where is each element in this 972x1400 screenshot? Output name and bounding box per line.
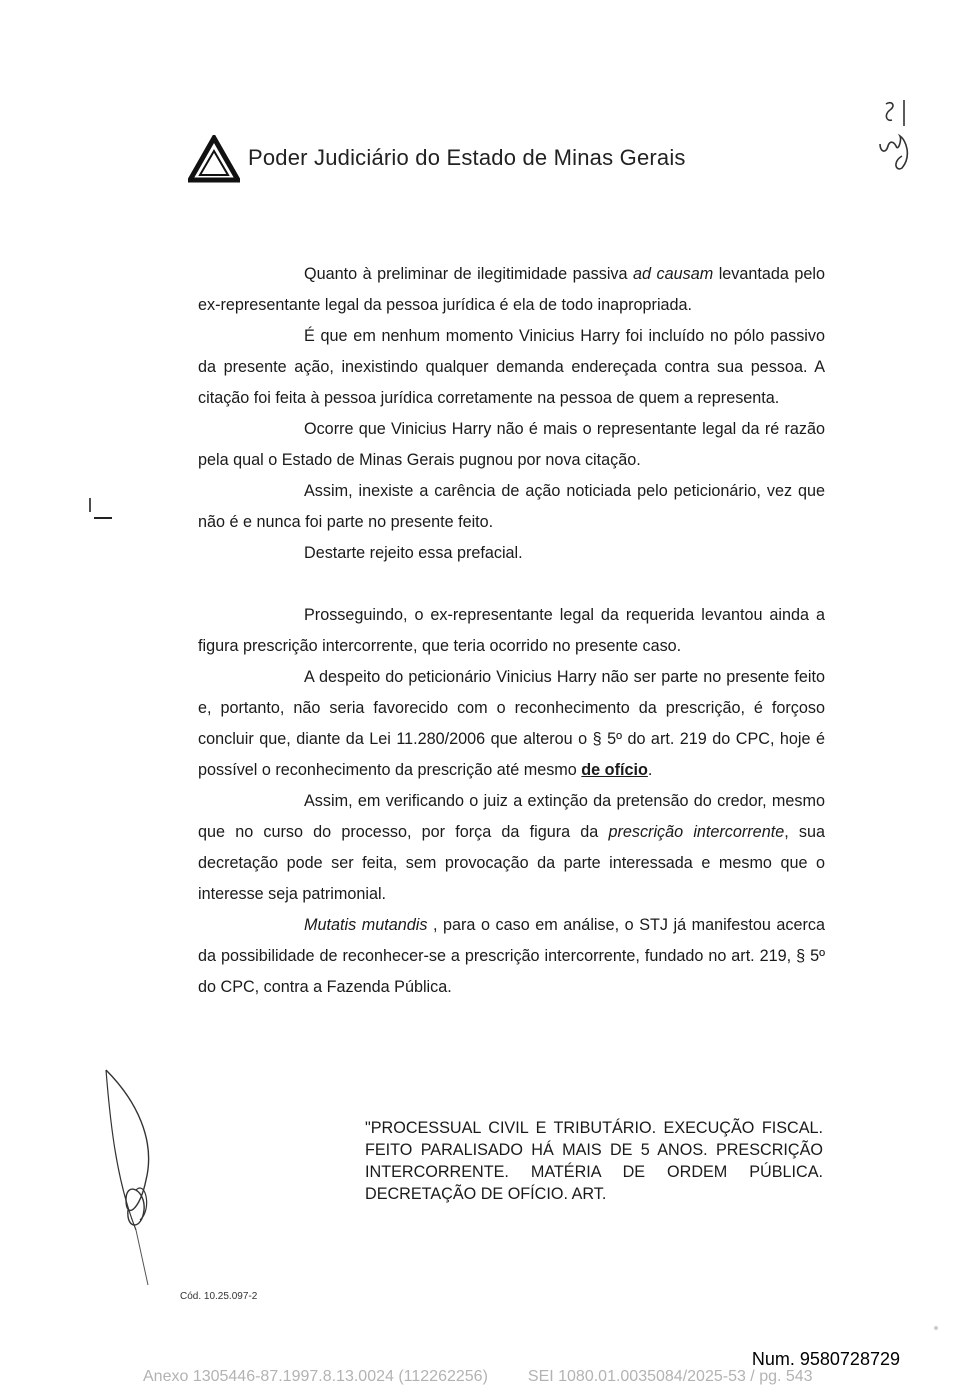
paragraph-reject-preliminary: Destarte rejeito essa prefacial. <box>304 544 523 562</box>
paragraph-prescription-raised: Prosseguindo, o ex-representante legal da requerida levantou ainda a figura prescrição intercorrente, que teria ocorrido no presente caso. <box>198 606 825 655</box>
margin-mark <box>86 496 114 524</box>
document-body <box>198 259 825 1003</box>
paragraph-law-11280: A despeito do peticionário Vinicius Harry não ser parte no presente feito e, portanto, não seria favorecido com o reconhecimento da prescrição, é forçoso concluir que, diante da Lei 11.280/2006 que alterou o § 5º do art. 219 do CPC, hoje é possível o reconhecimento da prescrição até mesmo de ofício. <box>198 668 825 779</box>
paragraph-no-lack-of-action: Assim, inexiste a carência de ação noticiada pelo peticionário, vez que não é e nunca foi parte no presente feito. <box>198 482 825 531</box>
handwritten-page-number <box>872 96 934 182</box>
paragraph-vinicius-not-included: É que em nenhum momento Vinicius Harry foi incluído no pólo passivo da presente ação, inexistindo qualquer demanda endereçada contra sua pessoa. A citação foi feita à pessoa jurídica corretamente na pessoa de quem a representa. <box>198 327 825 407</box>
paragraph-new-citation: Ocorre que Vinicius Harry não é mais o representante legal da ré razão pela qual o Estado de Minas Gerais pugnou por nova citação. <box>198 420 825 469</box>
sei-reference: SEI 1080.01.0035084/2025-53 / pg. 543 <box>527 1368 813 1385</box>
stj-quotation: "PROCESSUAL CIVIL E TRIBUTÁRIO. EXECUÇÃO FISCAL. FEITO PARALISADO HÁ MAIS DE 5 ANOS. PRESCRIÇÃO INTERCORRENTE. MATÉRIA DE ORDEM PÚBLICA. DECRETAÇÃO DE OFÍCIO. ART. <box>365 1119 823 1203</box>
handwritten-signature <box>96 1060 176 1300</box>
paragraph-judge-extinction: Assim, em verificando o juiz a extinção da pretensão do credor, mesmo que no curso do processo, por força da figura da prescrição intercorrente, sua decretação pode ser feita, sem provocação da parte interessada e mesmo que o interesse seja patrimonial. <box>198 792 825 903</box>
institution-title: Poder Judiciário do Estado de Minas Gerais <box>248 145 686 170</box>
document-number: Num. 9580728729 <box>751 1349 900 1369</box>
annex-reference: Anexo 1305446-87.1997.8.13.0024 (112262256) <box>143 1368 488 1385</box>
document-code: Cód. 10.25.097-2 <box>180 1291 258 1302</box>
paragraph-mutatis-mutandis: Mutatis mutandis , para o caso em análise, o STJ já manifestou acerca da possibilidade de reconhecer-se a prescrição intercorrente, fundado no art. 219, § 5º do CPC, contra a Fazenda Pública. <box>198 916 826 996</box>
triangle-logo-icon <box>188 135 240 183</box>
paragraph-ad-causam: Quanto à preliminar de ilegitimidade passiva ad causam levantada pelo ex-representante legal da pessoa jurídica é ela de todo inapropriada. <box>198 265 825 314</box>
footer-reference <box>143 1368 813 1386</box>
scan-speck <box>934 1326 938 1330</box>
